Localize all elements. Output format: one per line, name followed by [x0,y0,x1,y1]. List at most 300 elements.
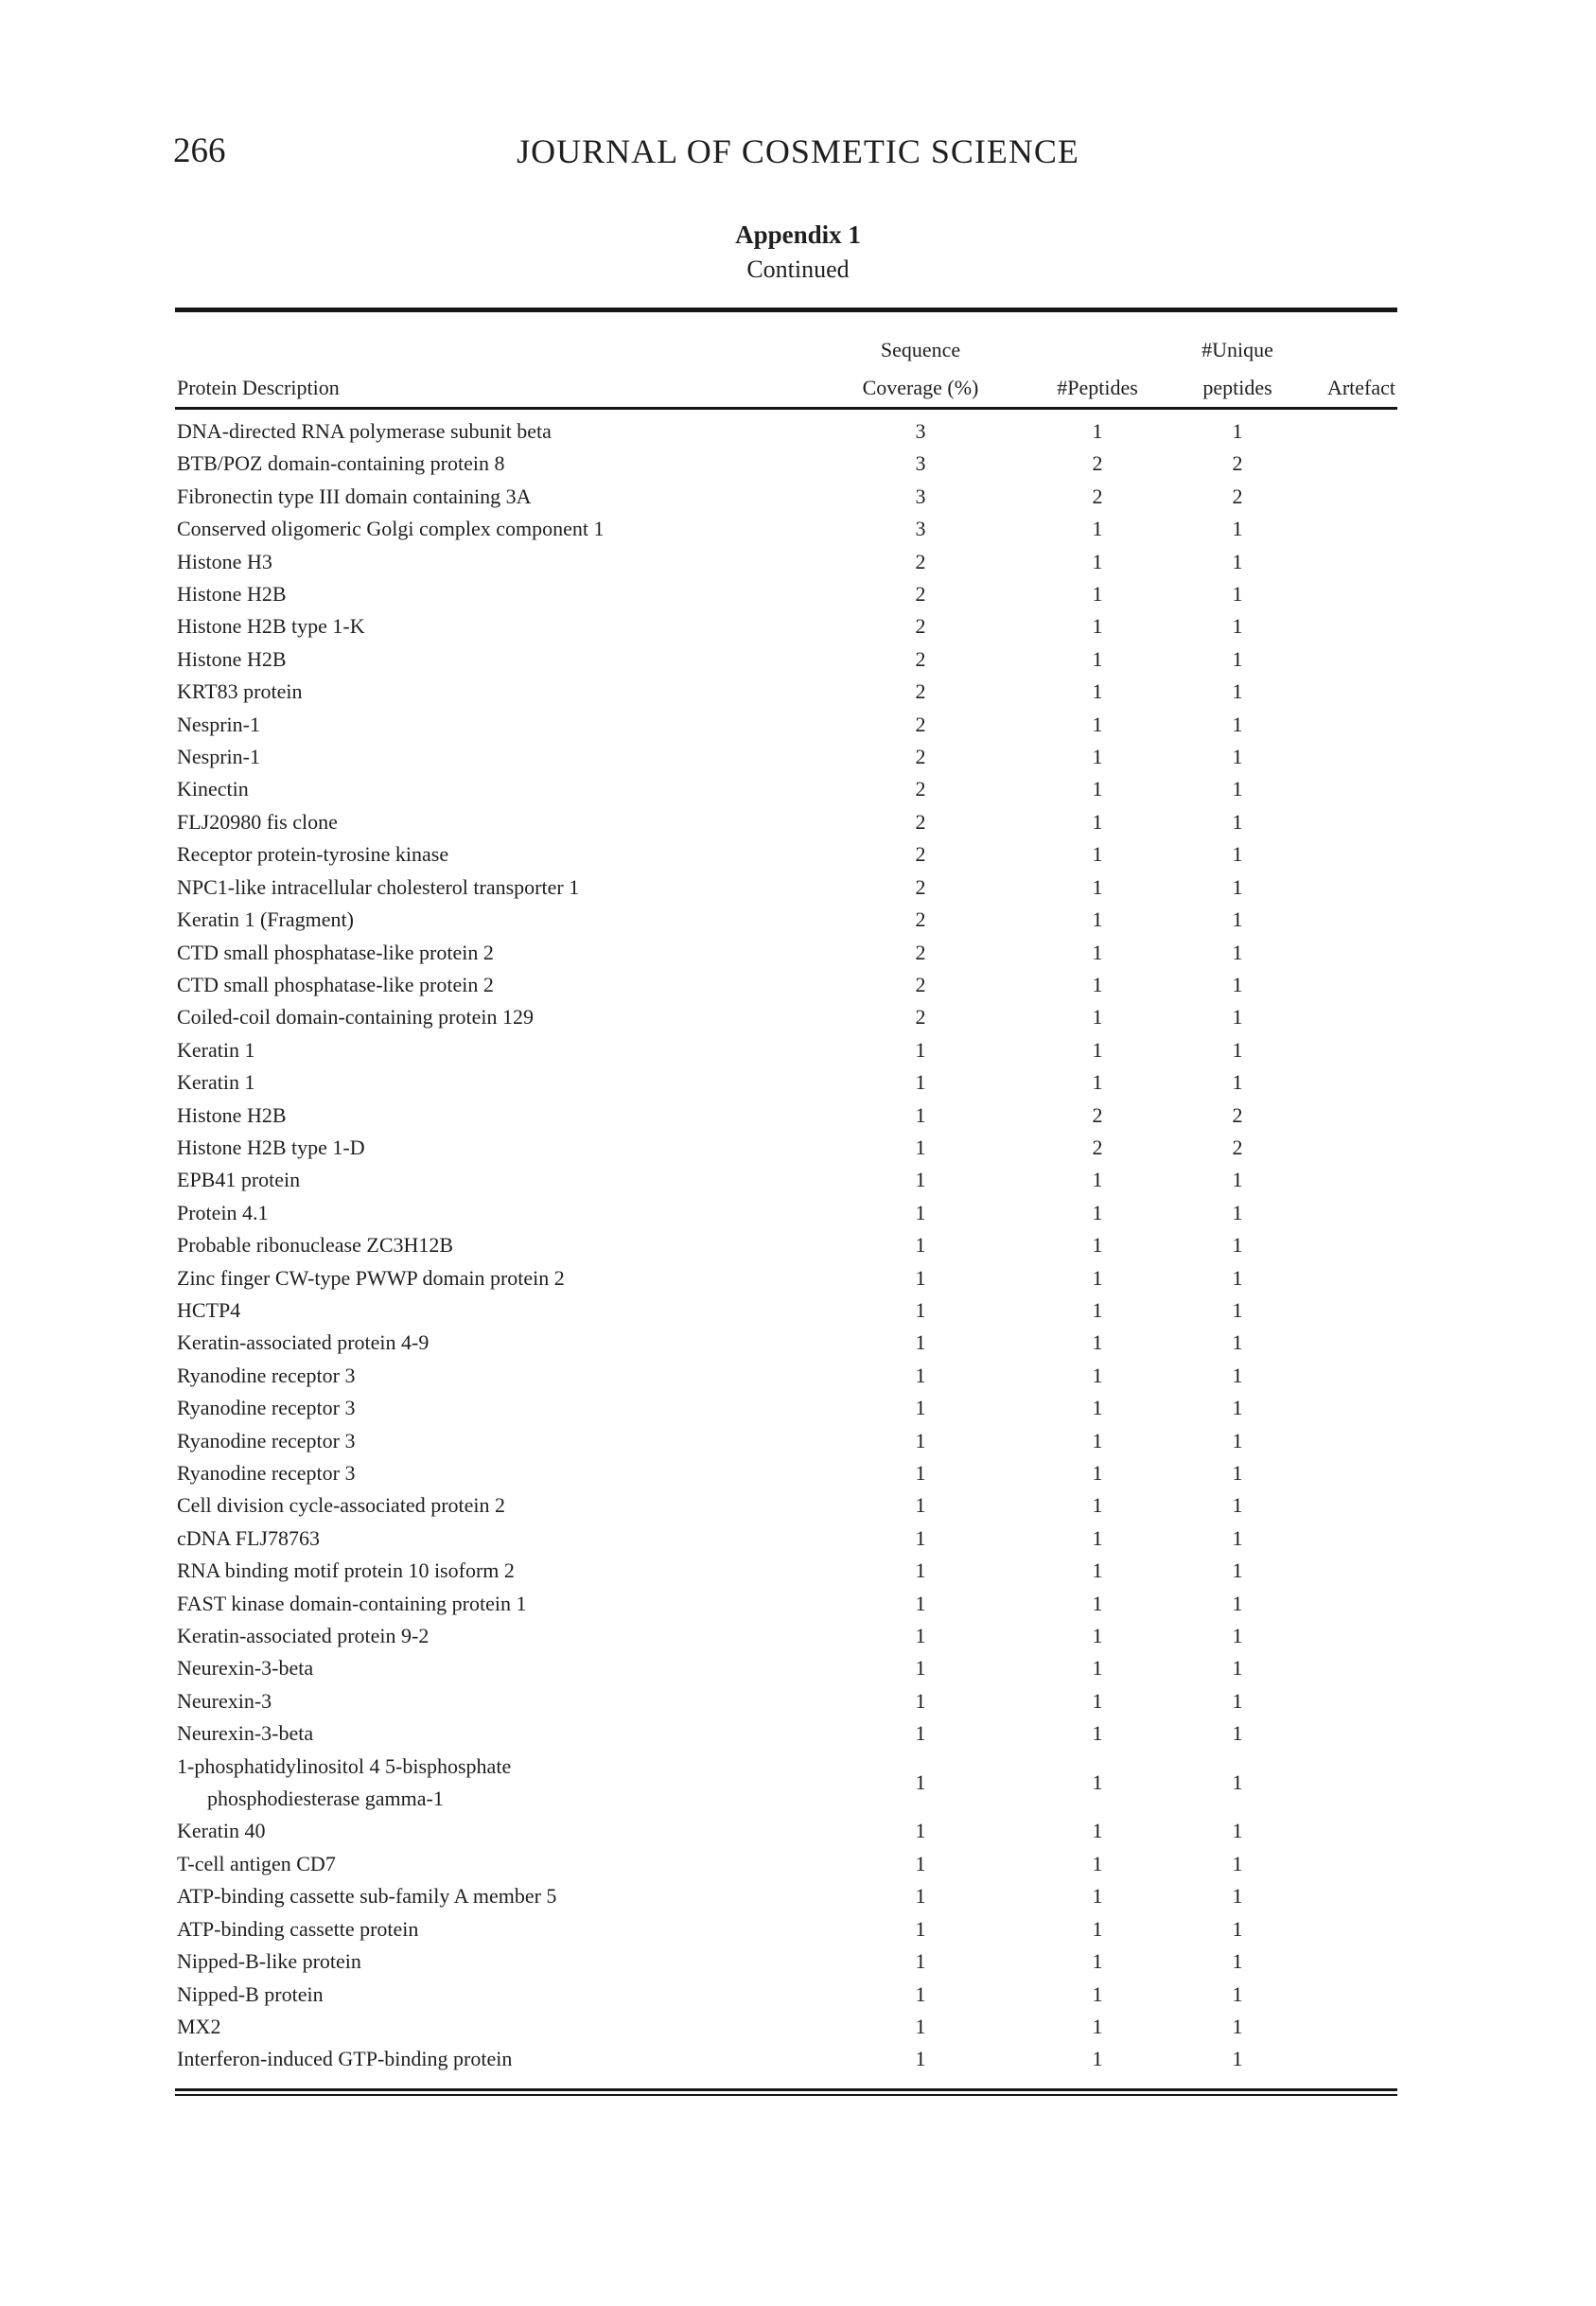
artefact-cell [1293,481,1397,513]
artefact-cell [1293,1132,1397,1164]
artefact-cell [1293,1425,1397,1457]
column-header-unique-line1: #Unique [1201,338,1273,361]
table-row [175,1001,1397,1033]
peptides-cell: 1 [1092,1461,1103,1485]
table-row [175,676,1397,708]
peptides-cell: 1 [1092,1265,1103,1290]
coverage-cell: 1 [915,1461,926,1485]
peptides-cell: 1 [1092,2014,1103,2038]
coverage-cell: 2 [915,614,926,639]
peptides-cell: 1 [1092,549,1103,573]
coverage-cell: 1 [915,1102,926,1127]
coverage-cell: 1 [915,1070,926,1095]
coverage-cell: 1 [915,1656,926,1681]
unique-peptides-cell: 1 [1232,1769,1243,1794]
unique-peptides-cell: 1 [1232,679,1243,704]
unique-peptides-cell: 1 [1232,1363,1243,1387]
peptides-cell: 1 [1092,1493,1103,1518]
table-row [175,1979,1397,2011]
table-row [175,1392,1397,1424]
protein-description-cell: MX2 [177,2014,221,2038]
table-row [175,1100,1397,1132]
column-header-coverage-line1: Sequence [880,338,961,361]
unique-peptides-cell: 1 [1232,2014,1243,2038]
coverage-cell: 1 [915,1297,926,1322]
table-row [175,709,1397,741]
header-spacer-peptides [1013,312,1182,369]
unique-peptides-cell: 1 [1232,1005,1243,1030]
unique-peptides-cell: 2 [1232,484,1243,508]
table-row [175,2043,1397,2087]
artefact-cell [1293,513,1397,545]
table-row [175,838,1397,871]
coverage-cell: 1 [915,1884,926,1909]
coverage-cell: 2 [915,679,926,704]
table-row [175,610,1397,643]
unique-peptides-cell: 1 [1232,940,1243,964]
table-row [175,1880,1397,1912]
artefact-cell [1293,578,1397,610]
protein-description-cell: Nesprin-1 [177,745,260,769]
protein-description-cell: HCTP4 [177,1297,241,1322]
peptides-cell: 1 [1092,1168,1103,1192]
unique-peptides-cell: 1 [1232,1396,1243,1420]
peptides-cell: 2 [1092,1135,1103,1159]
table-row [175,546,1397,578]
artefact-cell [1293,1913,1397,1945]
unique-peptides-cell: 1 [1232,712,1243,736]
unique-peptides-cell: 1 [1232,745,1243,769]
coverage-cell: 1 [915,1363,926,1387]
peptides-cell: 1 [1092,972,1103,996]
table-header-row-1 [175,312,1397,369]
unique-peptides-cell: 1 [1232,1200,1243,1224]
unique-peptides-cell: 1 [1232,1721,1243,1746]
artefact-cell [1293,1164,1397,1196]
coverage-cell: 1 [915,1949,926,1974]
artefact-cell [1293,1523,1397,1555]
protein-table-container [175,308,1397,2096]
artefact-cell [1293,1489,1397,1522]
peptides-cell: 1 [1092,1005,1103,1030]
running-head [0,131,1596,172]
unique-peptides-cell: 1 [1232,809,1243,834]
peptides-cell: 1 [1092,940,1103,964]
peptides-cell: 1 [1092,1656,1103,1681]
coverage-cell: 2 [915,842,926,867]
table-header [175,312,1397,410]
protein-table [175,312,1397,2088]
coverage-cell: 1 [915,2047,926,2071]
artefact-cell [1293,1392,1397,1424]
unique-peptides-cell: 1 [1232,1493,1243,1518]
artefact-cell [1293,1979,1397,2011]
unique-peptides-cell: 1 [1232,582,1243,607]
unique-peptides-cell: 1 [1232,842,1243,867]
coverage-cell: 1 [915,1769,926,1794]
coverage-cell: 1 [915,1330,926,1355]
coverage-cell: 1 [915,1624,926,1648]
coverage-cell: 1 [915,1037,926,1062]
peptides-cell: 1 [1092,1884,1103,1909]
artefact-cell [1293,1327,1397,1359]
unique-peptides-cell: 1 [1232,1037,1243,1062]
protein-description-cell: Nipped-B protein [177,1981,324,2006]
artefact-cell [1293,1100,1397,1132]
unique-peptides-cell: 1 [1232,1330,1243,1355]
peptides-cell: 1 [1092,1525,1103,1550]
artefact-cell [1293,1294,1397,1327]
artefact-cell [1293,1066,1397,1099]
unique-peptides-cell: 1 [1232,419,1243,443]
protein-description-cell: Keratin-associated protein 4-9 [177,1330,430,1355]
coverage-cell: 1 [915,1428,926,1452]
table-row [175,1751,1397,1816]
peptides-cell: 2 [1092,1102,1103,1127]
protein-description-cell: Keratin 40 [177,1819,266,1843]
artefact-cell [1293,610,1397,643]
artefact-cell [1293,969,1397,1001]
unique-peptides-cell: 1 [1232,1558,1243,1583]
protein-description-cell: Histone H2B [177,646,287,671]
coverage-cell: 1 [915,1135,926,1159]
artefact-cell [1293,2043,1397,2087]
coverage-cell: 1 [915,2014,926,2038]
table-row [175,481,1397,513]
protein-description-cell: Neurexin-3-beta [177,1656,314,1681]
protein-description-cell: KRT83 protein [177,679,303,704]
protein-description-cell: Zinc finger CW-type PWWP domain protein 2 [177,1265,565,1290]
protein-description-cell: BTB/POZ domain-containing protein 8 [177,451,505,476]
artefact-cell [1293,1652,1397,1684]
peptides-cell: 1 [1092,1981,1103,2006]
unique-peptides-cell: 1 [1232,2047,1243,2071]
unique-peptides-cell: 1 [1232,777,1243,801]
table-row [175,806,1397,838]
table-row [175,1066,1397,1099]
protein-description-cell: Neurexin-3-beta [177,1721,314,1746]
protein-description-cell: Coiled-coil domain-containing protein 129 [177,1005,534,1030]
table-row [175,1132,1397,1164]
protein-description-cell: ATP-binding cassette sub-family A member 5 [177,1884,557,1909]
coverage-cell: 2 [915,1005,926,1030]
artefact-cell [1293,871,1397,904]
coverage-cell: 1 [915,1591,926,1615]
artefact-cell [1293,676,1397,708]
table-row [175,1489,1397,1522]
peptides-cell: 1 [1092,679,1103,704]
unique-peptides-cell: 1 [1232,1916,1243,1941]
table-row [175,448,1397,480]
table-row [175,1034,1397,1066]
coverage-cell: 3 [915,517,926,541]
protein-description-cell: CTD small phosphatase-like protein 2 [177,940,494,964]
coverage-cell: 1 [915,1396,926,1420]
peptides-cell: 1 [1092,874,1103,899]
appendix-heading [0,218,1596,287]
journal-title: JOURNAL OF COSMETIC SCIENCE [517,132,1079,170]
protein-description-cell: Keratin-associated protein 9-2 [177,1624,430,1648]
table-row [175,578,1397,610]
artefact-cell [1293,709,1397,741]
unique-peptides-cell: 1 [1232,1656,1243,1681]
peptides-cell: 1 [1092,1851,1103,1875]
protein-description-cell: Nesprin-1 [177,712,260,736]
coverage-cell: 3 [915,419,926,443]
unique-peptides-cell: 2 [1232,1135,1243,1159]
artefact-cell [1293,773,1397,805]
coverage-cell: 2 [915,646,926,671]
unique-peptides-cell: 1 [1232,1819,1243,1843]
artefact-cell [1293,1588,1397,1620]
coverage-cell: 1 [915,1525,926,1550]
table-row [175,1197,1397,1229]
coverage-cell: 2 [915,809,926,834]
table-row [175,1848,1397,1880]
peptides-cell: 1 [1092,1363,1103,1387]
unique-peptides-cell: 1 [1232,1591,1243,1615]
protein-description-cell: Interferon-induced GTP-binding protein [177,2047,513,2071]
protein-description-cell: Ryanodine receptor 3 [177,1396,356,1420]
column-header-protein-description: Protein Description [175,369,828,410]
artefact-cell [1293,410,1397,448]
artefact-cell [1293,937,1397,969]
coverage-cell: 2 [915,907,926,932]
table-row [175,1457,1397,1489]
table-row [175,1327,1397,1359]
coverage-cell: 1 [915,1851,926,1875]
unique-peptides-cell: 2 [1232,451,1243,476]
peptides-cell: 1 [1092,777,1103,801]
coverage-cell: 1 [915,1200,926,1224]
peptides-cell: 1 [1092,712,1103,736]
peptides-cell: 1 [1092,1949,1103,1974]
artefact-cell [1293,1197,1397,1229]
coverage-cell: 2 [915,940,926,964]
table-row [175,904,1397,936]
protein-description-cell: FAST kinase domain-containing protein 1 [177,1591,527,1615]
peptides-cell: 1 [1092,1297,1103,1322]
peptides-cell: 1 [1092,1233,1103,1258]
artefact-cell [1293,448,1397,480]
coverage-cell: 1 [915,1916,926,1941]
protein-description-cell: Fibronectin type III domain containing 3A [177,484,532,508]
coverage-cell: 1 [915,1265,926,1290]
peptides-cell: 1 [1092,1200,1103,1224]
coverage-cell: 3 [915,451,926,476]
header-spacer-protein [175,312,828,369]
unique-peptides-cell: 1 [1232,1949,1243,1974]
table-row [175,1164,1397,1196]
artefact-cell [1293,1717,1397,1750]
peptides-cell: 1 [1092,1624,1103,1648]
coverage-cell: 1 [915,1493,926,1518]
column-header-unique-line2: peptides [1182,369,1293,410]
protein-description-cell: ATP-binding cassette protein [177,1916,419,1941]
coverage-cell: 1 [915,1819,926,1843]
artefact-cell [1293,741,1397,773]
unique-peptides-cell: 1 [1232,549,1243,573]
protein-description-cell: Histone H3 [177,549,272,573]
table-row [175,410,1397,448]
coverage-cell: 1 [915,1233,926,1258]
artefact-cell [1293,643,1397,676]
table-row [175,1555,1397,1587]
unique-peptides-cell: 1 [1232,1297,1243,1322]
protein-description-cell: Histone H2B [177,582,287,607]
protein-description-cell: CTD small phosphatase-like protein 2 [177,972,494,996]
appendix-title: Appendix 1 [735,220,861,249]
protein-description-cell: Histone H2B [177,1102,287,1127]
peptides-cell: 1 [1092,614,1103,639]
table-row [175,1229,1397,1261]
artefact-cell [1293,904,1397,936]
protein-description-cell: cDNA FLJ78763 [177,1525,320,1550]
protein-description-cell: Keratin 1 [177,1070,255,1095]
protein-description-cell: Receptor protein-tyrosine kinase [177,842,449,867]
protein-description-cell: Histone H2B type 1-D [177,1135,365,1159]
protein-description-cell: Cell division cycle-associated protein 2 [177,1493,506,1518]
coverage-cell: 1 [915,1558,926,1583]
peptides-cell: 1 [1092,1819,1103,1843]
unique-peptides-cell: 1 [1232,874,1243,899]
peptides-cell: 1 [1092,1070,1103,1095]
table-row [175,2011,1397,2043]
artefact-cell [1293,2011,1397,2043]
protein-description-cell: FLJ20980 fis clone [177,809,338,834]
peptides-cell: 1 [1092,1330,1103,1355]
artefact-cell [1293,1555,1397,1587]
table-row [175,1588,1397,1620]
table-row [175,1425,1397,1457]
peptides-cell: 1 [1092,907,1103,932]
artefact-cell [1293,546,1397,578]
protein-description-cell: Kinectin [177,777,249,801]
peptides-cell: 1 [1092,517,1103,541]
table-row [175,937,1397,969]
protein-description-cell: EPB41 protein [177,1168,301,1192]
table-row [175,513,1397,545]
artefact-cell [1293,806,1397,838]
protein-description-cell: Histone H2B type 1-K [177,614,365,639]
protein-description-cell: Ryanodine receptor 3 [177,1363,356,1387]
coverage-cell: 1 [915,1688,926,1713]
peptides-cell: 1 [1092,1396,1103,1420]
unique-peptides-cell: 1 [1232,972,1243,996]
unique-peptides-cell: 1 [1232,1233,1243,1258]
header-spacer-artefact [1293,312,1397,369]
table-row [175,1360,1397,1392]
table-row [175,1262,1397,1294]
unique-peptides-cell: 1 [1232,517,1243,541]
protein-description-cell: NPC1-like intracellular cholesterol transporter 1 [177,874,580,899]
peptides-cell: 1 [1092,419,1103,443]
coverage-cell: 2 [915,712,926,736]
unique-peptides-cell: 1 [1232,1525,1243,1550]
peptides-cell: 1 [1092,809,1103,834]
table-body [175,410,1397,2088]
peptides-cell: 2 [1092,484,1103,508]
peptides-cell: 2 [1092,451,1103,476]
protein-description-cell: Protein 4.1 [177,1200,269,1224]
peptides-cell: 1 [1092,1916,1103,1941]
table-row [175,643,1397,676]
table-row [175,969,1397,1001]
protein-description-cell: 1-phosphatidylinositol 4 5-bisphosphate phosphodiesterase gamma-1 [177,1753,512,1811]
artefact-cell [1293,1620,1397,1652]
protein-description-cell: RNA binding motif protein 10 isoform 2 [177,1558,515,1583]
table-header-row-2 [175,369,1397,410]
artefact-cell [1293,838,1397,871]
table-row [175,871,1397,904]
artefact-cell [1293,1262,1397,1294]
protein-description-cell: Keratin 1 [177,1037,255,1062]
unique-peptides-cell: 1 [1232,1981,1243,2006]
table-row [175,1294,1397,1327]
peptides-cell: 1 [1092,1037,1103,1062]
table-bottom-rule [175,2088,1397,2096]
coverage-cell: 2 [915,777,926,801]
peptides-cell: 1 [1092,582,1103,607]
unique-peptides-cell: 1 [1232,907,1243,932]
artefact-cell [1293,1034,1397,1066]
unique-peptides-cell: 1 [1232,1168,1243,1192]
table-row [175,741,1397,773]
unique-peptides-cell: 1 [1232,646,1243,671]
appendix-subtitle: Continued [746,255,850,283]
peptides-cell: 1 [1092,1428,1103,1452]
peptides-cell: 1 [1092,2047,1103,2071]
peptides-cell: 1 [1092,1721,1103,1746]
unique-peptides-cell: 1 [1232,1884,1243,1909]
peptides-cell: 1 [1092,1558,1103,1583]
table-row [175,1717,1397,1750]
unique-peptides-cell: 1 [1232,1624,1243,1648]
column-header-coverage-line2: Coverage (%) [828,369,1013,410]
protein-description-cell: Neurexin-3 [177,1688,272,1713]
table-row [175,1620,1397,1652]
artefact-cell [1293,1360,1397,1392]
artefact-cell [1293,1685,1397,1717]
table-row [175,1685,1397,1717]
protein-description-cell: Ryanodine receptor 3 [177,1461,356,1485]
coverage-cell: 2 [915,549,926,573]
unique-peptides-cell: 1 [1232,614,1243,639]
coverage-cell: 2 [915,874,926,899]
artefact-cell [1293,1751,1397,1816]
table-row [175,1652,1397,1684]
coverage-cell: 3 [915,484,926,508]
unique-peptides-cell: 1 [1232,1461,1243,1485]
peptides-cell: 1 [1092,1769,1103,1794]
protein-description-cell: Probable ribonuclease ZC3H12B [177,1233,454,1258]
coverage-cell: 2 [915,745,926,769]
artefact-cell [1293,1001,1397,1033]
artefact-cell [1293,1457,1397,1489]
peptides-cell: 1 [1092,1688,1103,1713]
protein-description-cell: Keratin 1 (Fragment) [177,907,354,932]
peptides-cell: 1 [1092,646,1103,671]
protein-description-cell: T-cell antigen CD7 [177,1851,336,1875]
column-header-artefact: Artefact [1293,369,1397,410]
table-row [175,1913,1397,1945]
coverage-cell: 2 [915,972,926,996]
artefact-cell [1293,1229,1397,1261]
unique-peptides-cell: 2 [1232,1102,1243,1127]
coverage-cell: 2 [915,582,926,607]
column-header-peptides: #Peptides [1013,369,1182,410]
unique-peptides-cell: 1 [1232,1851,1243,1875]
